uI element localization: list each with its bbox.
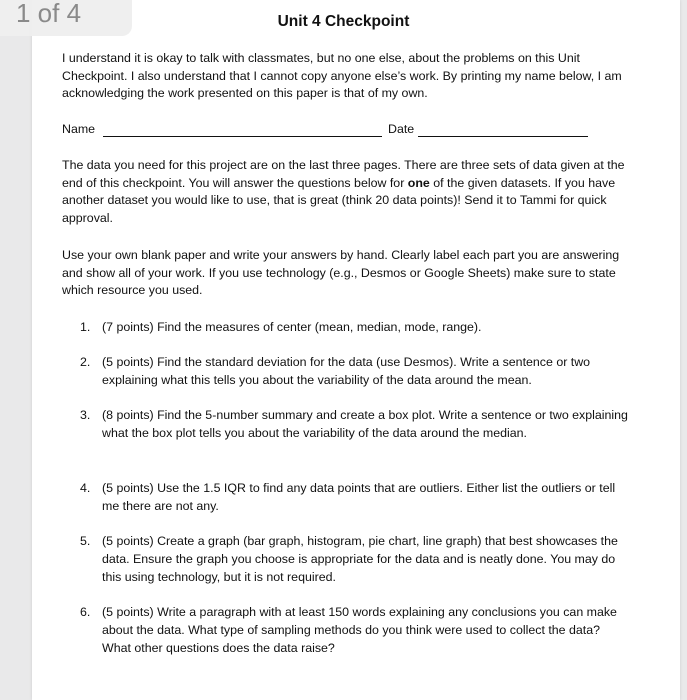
question-text: (7 points) Find the measures of center (mean, median, mode, range).: [102, 320, 482, 334]
question-text: (5 points) Use the 1.5 IQR to find any data points that are outliers. Either list the outliers or tell me there are not any.: [102, 481, 616, 513]
question-number: 2.: [80, 355, 91, 369]
question-text: (5 points) Create a graph (bar graph, histogram, pie chart, line graph) that best showcases the data. Ensure the graph you choose is appropriate for the data and is neatly done. You may do this using technology, but it is not required.: [102, 534, 618, 584]
question-text: (5 points) Write a paragraph with at least 150 words explaining any conclusions you can make about the data. What type of sampling methods do you think were used to collect the data? What other questions does the data raise?: [102, 605, 617, 655]
instructions-paragraph: Use your own blank paper and write your answers by hand. Clearly label each part you are answering and show all of your work. If you use technology (e.g., Desmos or Google Sheets) make sure to state which resource you used.: [62, 248, 620, 298]
date-label: Date: [388, 122, 415, 136]
name-label: Name: [62, 122, 96, 136]
data-intro-end: of the given datasets. If you have another dataset you would like to use, that is great (think 20 data points)! Send it to Tammi for quick approval.: [62, 175, 616, 225]
question-number: 6.: [80, 605, 91, 619]
data-intro-start: The data you need for this project are on the last three pages. There are three sets of data given at the end of this checkpoint. You will answer the questions below for: [62, 158, 625, 190]
question-text: (8 points) Find the 5-number summary and create a box plot. Write a sentence or two explaining what the box plot tells you about the variability of the data around the median.: [102, 408, 628, 440]
question-number: 5.: [80, 534, 91, 548]
question-text: (5 points) Find the standard deviation for the data (use Desmos). Write a sentence or two explaining what this tells you about the variability of the data around the mean.: [102, 355, 591, 387]
page-counter: 1 of 4: [0, 0, 132, 36]
question-number: 3.: [80, 408, 91, 422]
honor-statement: I understand it is okay to talk with classmates, but no one else, about the problems on this Unit Checkpoint. I also understand that I cannot copy anyone else’s work. By printing my name below, I am acknowledging the work presented on this paper is that of my own.: [62, 51, 622, 101]
data-intro-emphasis: one: [407, 175, 430, 190]
name-field-line: [103, 136, 382, 137]
question-number: 1.: [80, 320, 91, 334]
document-page: [32, 0, 680, 700]
question-number: 4.: [80, 481, 91, 495]
date-field-line: [418, 136, 588, 137]
data-intro-paragraph: [62, 157, 642, 227]
document-title: Unit 4 Checkpoint: [277, 13, 410, 30]
